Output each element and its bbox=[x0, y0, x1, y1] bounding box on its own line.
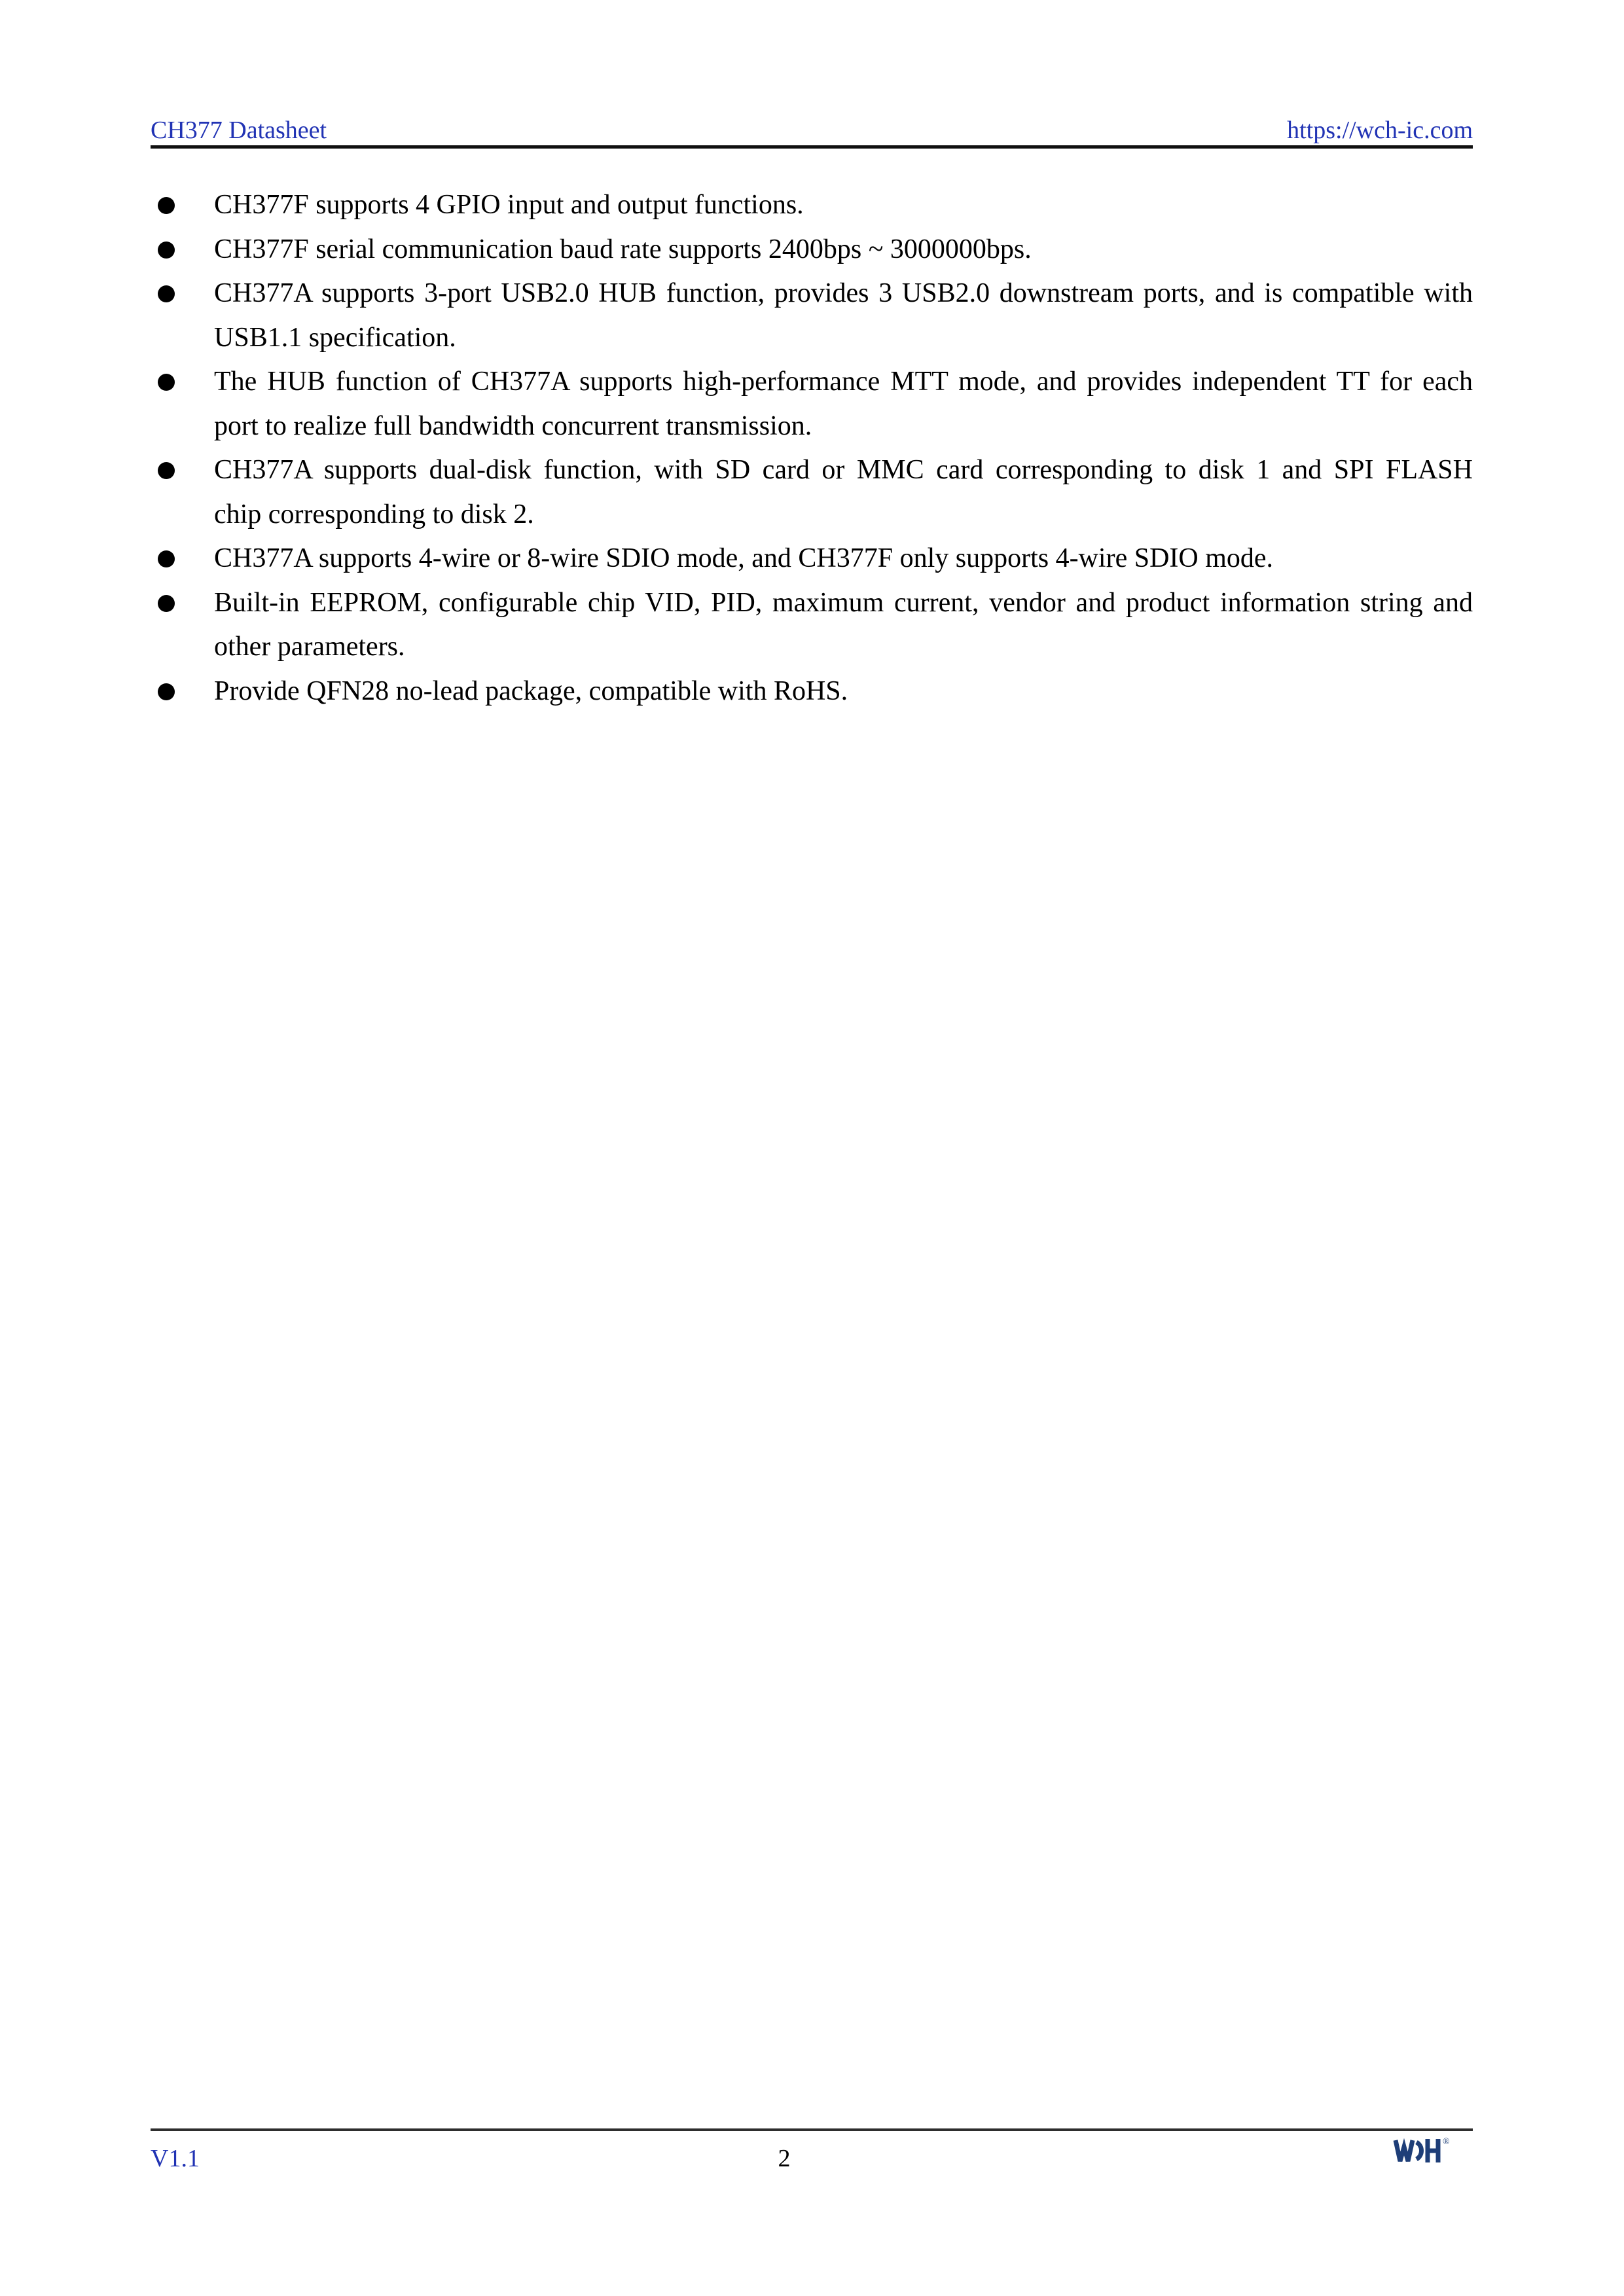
features-list bbox=[151, 183, 1473, 713]
feature-item bbox=[151, 448, 1473, 537]
bullet-icon bbox=[158, 374, 175, 391]
feature-line: The HUB function of CH377A supports high-performance MTT mode, and provides independent TT for each bbox=[214, 367, 1473, 397]
registered-icon: ® bbox=[1443, 2137, 1450, 2147]
feature-item bbox=[151, 670, 1473, 714]
feature-line: USB1.1 specification. bbox=[214, 322, 456, 353]
feature-line: CH377F supports 4 GPIO input and output functions. bbox=[214, 190, 804, 220]
feature-item bbox=[151, 228, 1473, 272]
feature-item bbox=[151, 537, 1473, 581]
version-label: V1.1 bbox=[151, 2145, 200, 2172]
bullet-icon bbox=[158, 683, 175, 700]
feature-line: chip corresponding to disk 2. bbox=[214, 499, 534, 529]
wch-logo-mark bbox=[1392, 2135, 1457, 2166]
feature-item bbox=[151, 272, 1473, 360]
feature-item bbox=[151, 360, 1473, 448]
footer-rule bbox=[151, 2128, 1473, 2131]
feature-item bbox=[151, 581, 1473, 670]
feature-item bbox=[151, 183, 1473, 228]
feature-line: CH377F serial communication baud rate supports 2400bps ~ 3000000bps. bbox=[214, 234, 1032, 264]
wch-logo bbox=[1392, 2135, 1464, 2168]
bullet-icon bbox=[158, 197, 175, 214]
page-header bbox=[151, 117, 1473, 144]
feature-line: CH377A supports 4-wire or 8-wire SDIO mode, and CH377F only supports 4-wire SDIO mode. bbox=[214, 543, 1274, 573]
bullet-icon bbox=[158, 242, 175, 259]
feature-line: other parameters. bbox=[214, 632, 405, 662]
page-number: 2 bbox=[778, 2145, 791, 2172]
bullet-icon bbox=[158, 550, 175, 567]
feature-line: CH377A supports dual-disk function, with SD card or MMC card corresponding to disk 1 and SPI FLASH bbox=[214, 455, 1473, 485]
feature-line: Provide QFN28 no-lead package, compatible with RoHS. bbox=[214, 675, 848, 706]
feature-line: CH377A supports 3-port USB2.0 HUB function, provides 3 USB2.0 downstream ports, and is compatible with bbox=[214, 278, 1473, 308]
header-rule bbox=[151, 145, 1473, 149]
bullet-icon bbox=[158, 462, 175, 479]
feature-line: Built-in EEPROM, configurable chip VID, PID, maximum current, vendor and product information string and bbox=[214, 587, 1473, 618]
bullet-icon bbox=[158, 285, 175, 302]
bullet-icon bbox=[158, 595, 175, 612]
header-title: CH377 Datasheet bbox=[151, 117, 327, 144]
header-url-link[interactable]: https://wch-ic.com bbox=[1287, 117, 1473, 144]
feature-line: port to realize full bandwidth concurrent transmission. bbox=[214, 410, 812, 441]
